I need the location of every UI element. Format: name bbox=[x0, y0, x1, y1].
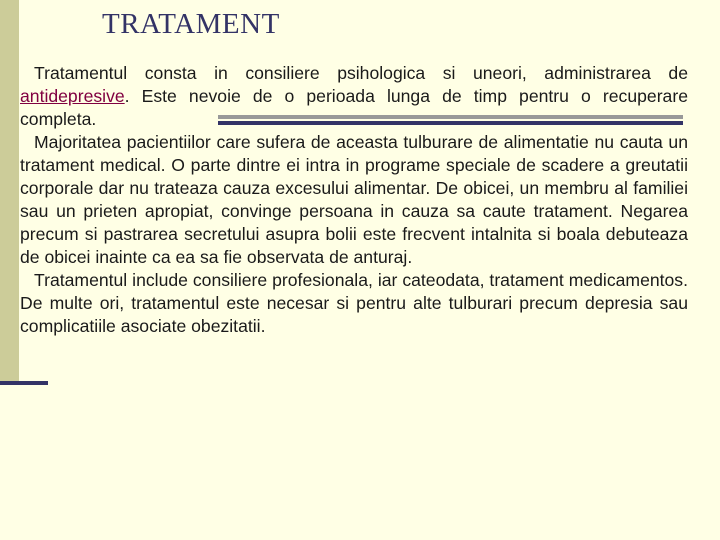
paragraph-1-text-end: . Este nevoie de o perioada lunga de timp pentru o recuperare completa. bbox=[20, 86, 688, 129]
decorative-rule-navy bbox=[218, 121, 683, 125]
paragraph-3: Tratamentul include consiliere profesionala, iar cateodata, tratament medicamentos. De multe ori, tratamentul este necesar si pentru alte tulburari precum depresia sau complicatiile asociate obezitatii. bbox=[20, 270, 688, 336]
slide-body bbox=[20, 62, 688, 338]
left-accent-rule bbox=[0, 381, 48, 385]
decorative-rule-gray bbox=[218, 115, 683, 119]
paragraph-1-text-start: Tratamentul consta in consiliere psihologica si uneori, administrarea de bbox=[34, 63, 688, 83]
antidepresive-link[interactable]: antidepresive bbox=[20, 86, 125, 106]
paragraph-2: Majoritatea pacientiilor care sufera de aceasta tulburare de alimentatie nu cauta un tratament medical. O parte dintre ei intra in programe speciale de scadere a greutatii corporale dar nu trateaza cauza excesului alimentar. De obicei, un membru al familiei sau un prieten apropiat, convinge persoana in cauza sa caute tratament. Negarea precum si pastrarea secretului asupra bolii este frecvent intalnita si boala debuteaza de obicei inainte ca ea sa fie observata de anturaj. bbox=[20, 132, 688, 267]
left-accent-bar bbox=[0, 0, 19, 384]
slide-title: TRATAMENT bbox=[102, 8, 280, 40]
